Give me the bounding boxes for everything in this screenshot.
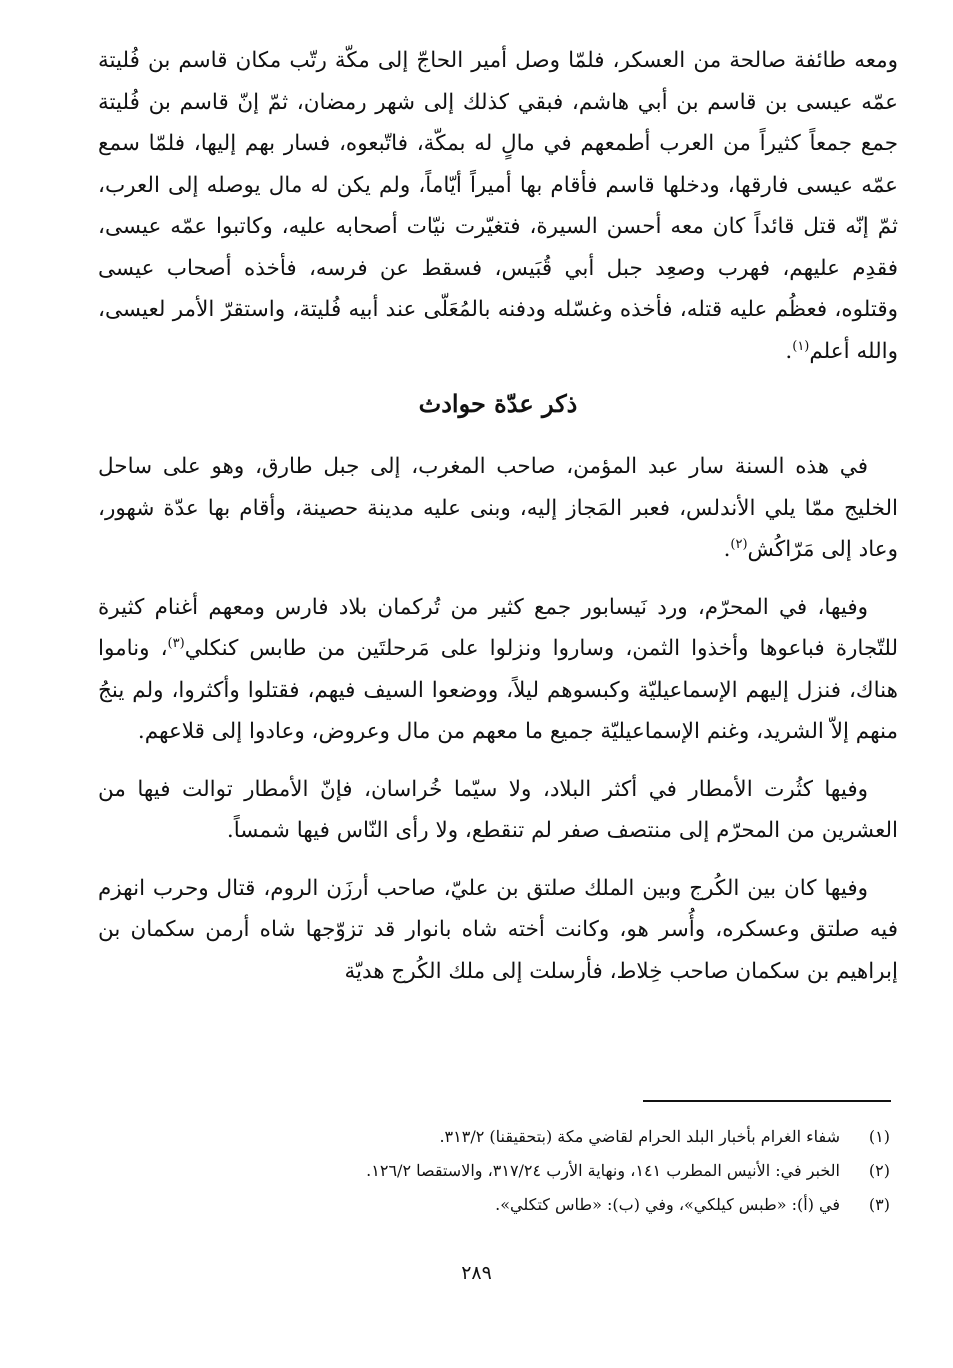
paragraph-2-text-a: وفيها، في المحرّم، ورد نَيسابور جمع كثير من تُركمان بلاد فارس ومعهم أغنام كثيرة للتّجارة فباعوها وأخذوا الثمن، وساروا ونزلوا على مَرحلتَين من طابس كنكلي — [98, 594, 898, 661]
footnote-text: الخبر في: الأنيس المطرب ١٤١، ونهاية الأرب ٣١٧/٢٤، والاستقصا ١٢٦/٢. — [366, 1161, 840, 1180]
book-page — [98, 40, 898, 992]
footnote-number: (١) — [868, 1127, 890, 1146]
paragraph-4-text: وفيها كان بين الكُرج وبين الملك صلتق بن عليّ، صاحب أرزَن الروم، قتال وحرب انهزم فيه صلتق وعسكره، وأُسر هو، وكانت أخته شاه بانوار قد تزوّجها شاه أرمن سكمان بن إبراهيم بن سكمان صاحب خِلاط، فأرسلت إلى ملك الكُرج هديّة — [98, 875, 898, 984]
footnote-2 — [200, 1154, 890, 1188]
paragraph-4 — [98, 868, 898, 993]
intro-end: . — [785, 338, 793, 364]
footnote-divider — [643, 1100, 891, 1102]
footnote-1 — [200, 1120, 890, 1154]
footnote-ref-1: (١) — [792, 338, 810, 354]
paragraph-2-text-b: ، وناموا هناك، فنزل إليهم الإسماعيليّة وكبسوهم ليلاً، ووضعوا السيف فيهم، فقتلوا وأكثروا، ولم ينجُ منهم إلاّ الشريد، وغنم الإسماعيليّة جميع ما معهم من مال وعروض، وعادوا إلى قلاعهم. — [98, 636, 898, 744]
paragraph-1-end: . — [723, 537, 731, 562]
footnote-3 — [200, 1188, 890, 1222]
footnote-ref-2: (٢) — [730, 536, 748, 552]
footnote-ref-3: (٣) — [167, 635, 185, 651]
intro-text: ومعه طائفة صالحة من العسكر، فلمّا وصل أمير الحاجّ إلى مكّة رتّب مكان قاسم بن فُليتة عمّه عيسى بن قاسم بن أبي هاشم، فبقي كذلك إلى شهر رمضان، ثمّ إنّ قاسم بن فُليتة جمع جمعاً كثيراً من العرب أطمعهم في مالٍ له بمكّة، فاتّبعوه، فسار بهم إليها، فلمّا سمع عمّه عيسى فارقها، ودخلها قاسم فأقام بها أميراً أيّاماً، ولم يكن له مال يوصله إلى العرب، ثمّ إنّه قتل قائداً كان معه أحسن السيرة، فتغيّرت نيّات أصحابه عليه، وكاتبوا عمّه عيسى، فقدِم عليهم، فهرب وصعِد جبل أبي قُبَيس، فسقط عن فرسه، فأخذه أصحاب عيسى وقتلوه، فعظُم عليه قتله، فأخذه وغسّله ودفنه بالمُعَلّى عند أبيه فُليتة، واستقرّ الأمر لعيسى، والله أعلم — [98, 48, 898, 364]
paragraph-1-text: في هذه السنة سار عبد المؤمن، صاحب المغرب، إلى جبل طارق، وهو على ساحل الخليج ممّا يلي الأندلس، فعبر المَجاز إليه، وبنى عليه مدينة حصينة، وأقام بها عدّة شهور، وعاد إلى مَرّاكُش — [98, 454, 898, 562]
footnote-text: في (أ): «طبس كيلكي»، وفي (ب): «طاس كتكلي». — [495, 1195, 840, 1214]
footnote-text: شفاء الغرام بأخبار البلد الحرام لقاضي مكة (بتحقيقنا) ٣١٣/٢. — [439, 1127, 840, 1146]
paragraph-3 — [98, 769, 898, 852]
footnote-number: (٢) — [868, 1161, 890, 1180]
paragraph-1 — [98, 446, 898, 571]
footnote-number: (٣) — [868, 1195, 890, 1214]
paragraph-3-text: وفيها كثُرت الأمطار في أكثر البلاد، ولا سيّما خُراسان، فإنّ الأمطار توالت فيها من العشرين من المحرّم إلى منتصف صفر لم تنقطع، ولا رأى النّاس فيها شمساً. — [98, 776, 898, 843]
page-number: ٢٨٩ — [461, 1262, 492, 1284]
section-heading: ذكر عدّة حوادث — [418, 389, 578, 418]
intro-paragraph — [98, 40, 898, 372]
paragraph-2 — [98, 587, 898, 753]
footnotes — [200, 1120, 890, 1222]
